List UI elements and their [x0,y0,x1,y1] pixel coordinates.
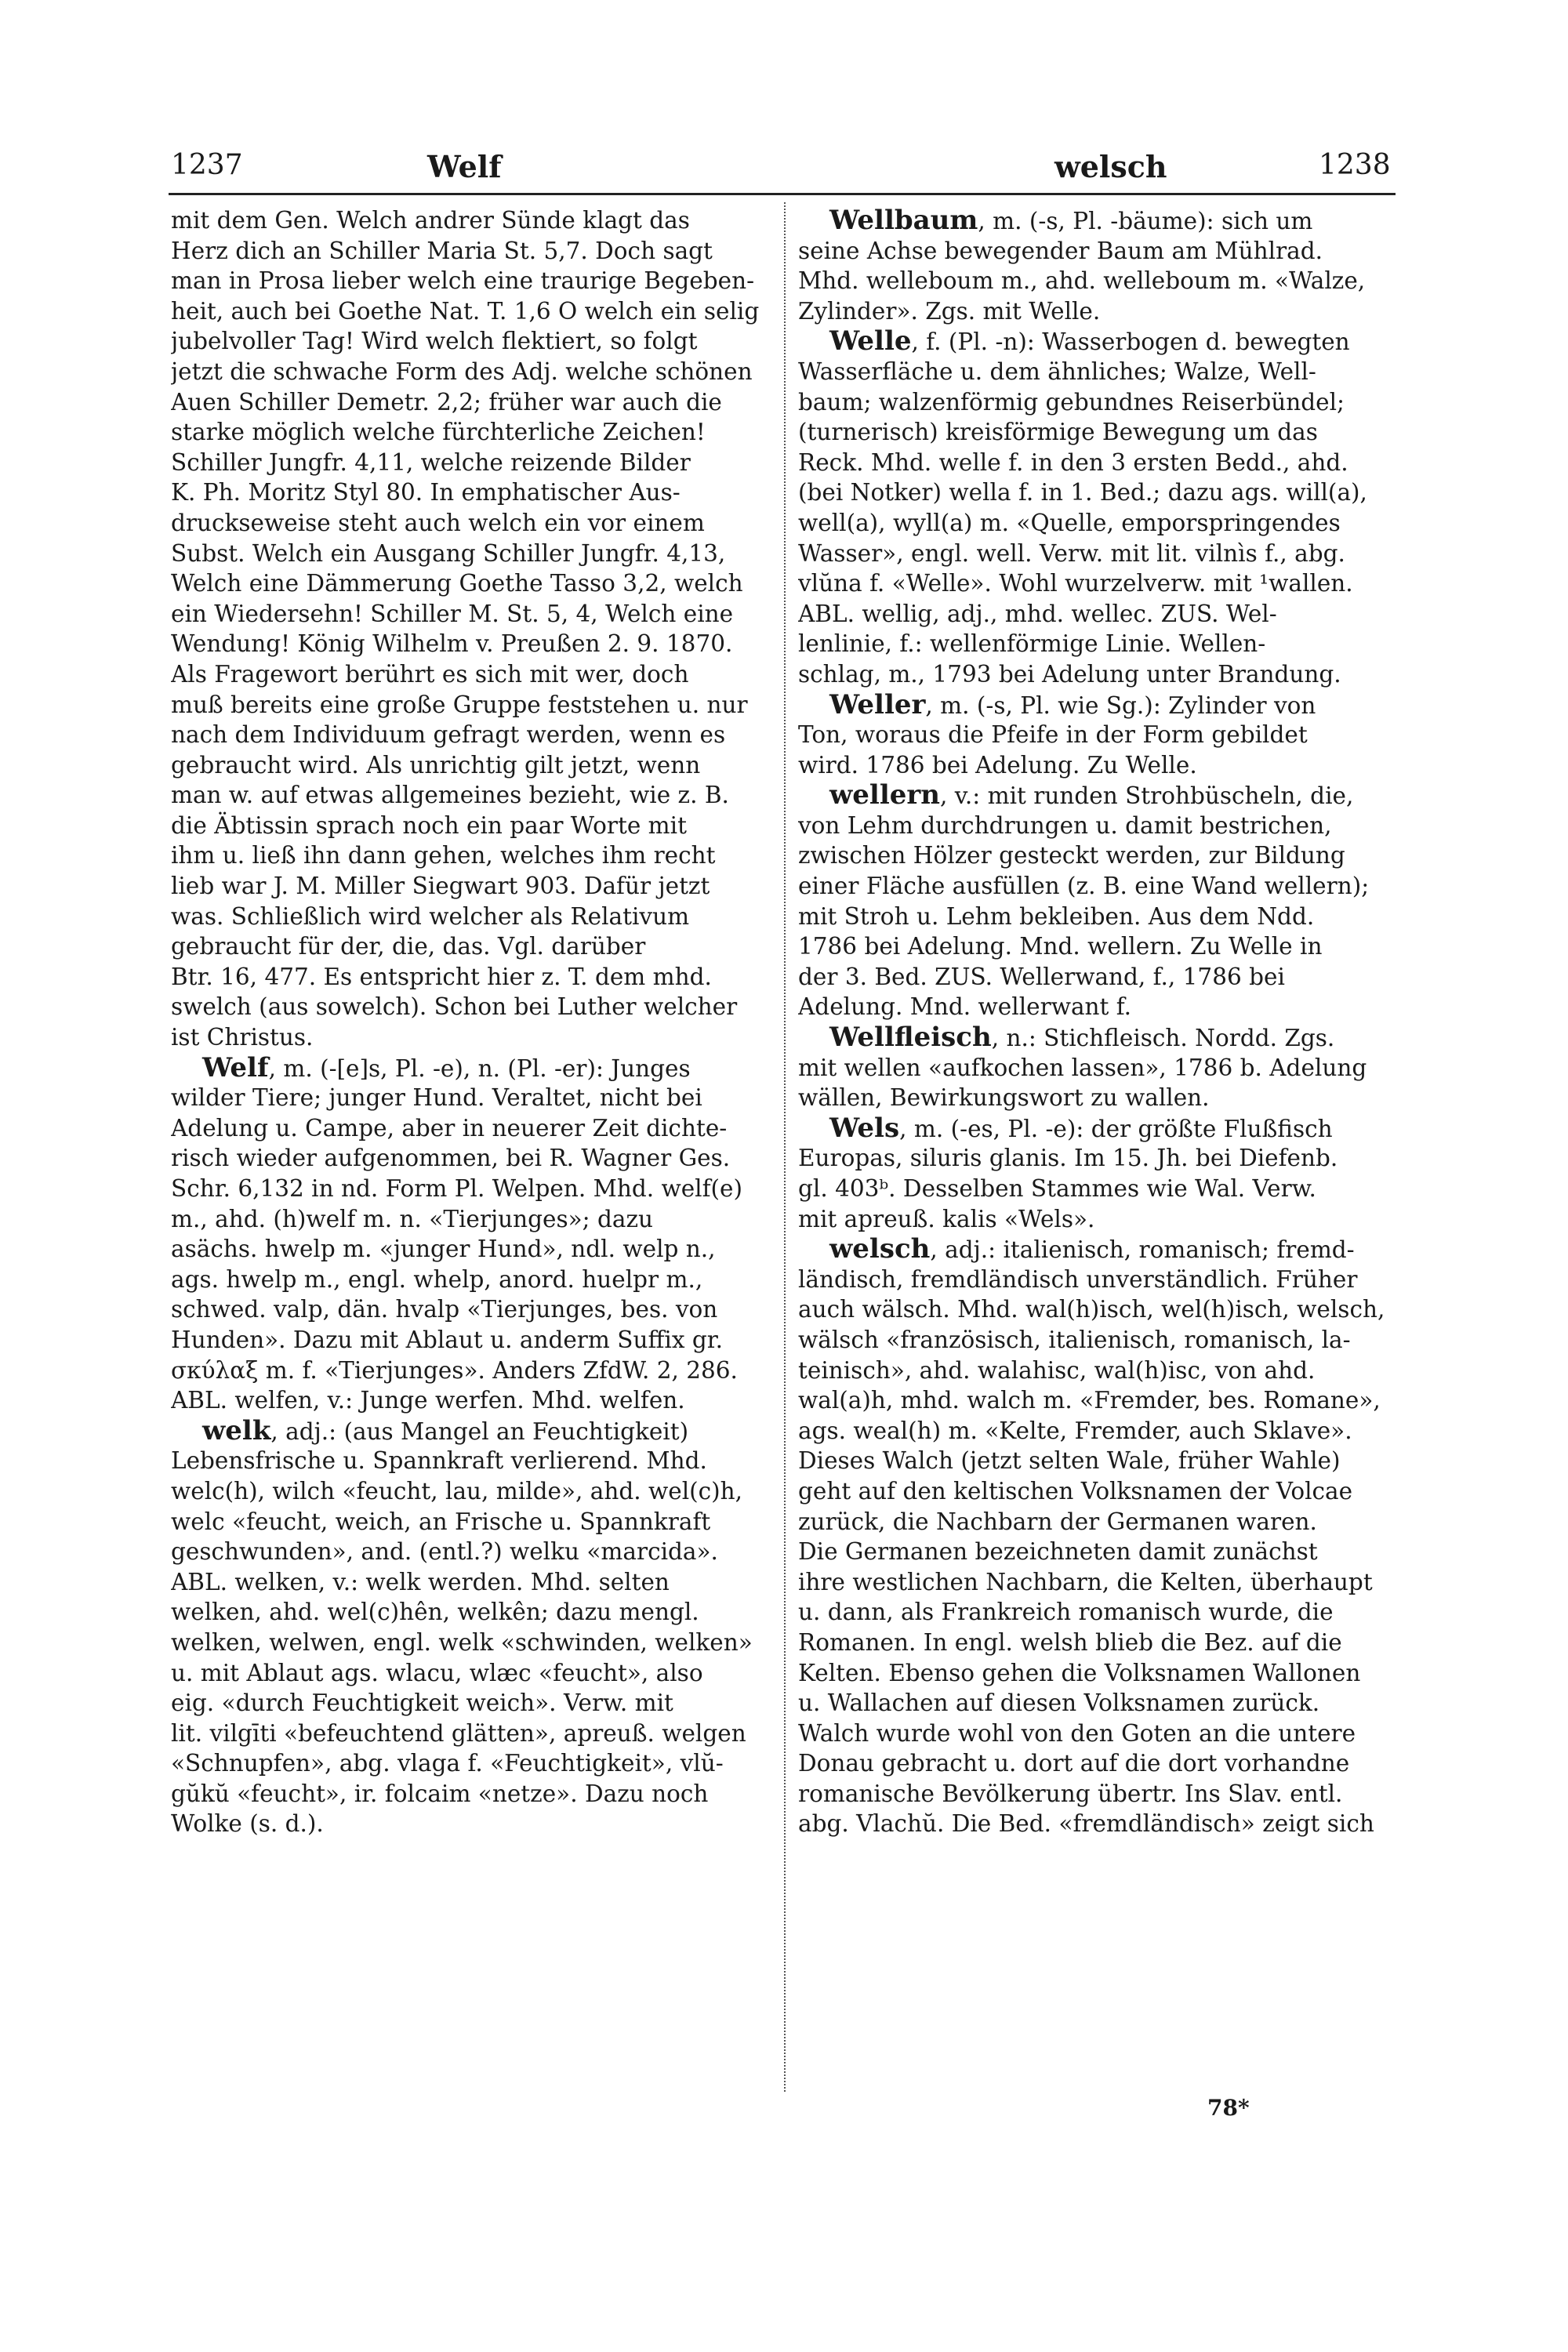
text-line: Europas, siluris glanis. Im 15. Jh. bei Diefenb. [798,1145,1338,1172]
headword: Wellfleisch [829,1022,992,1053]
left-column [171,205,767,1839]
text-line: welken, ahd. wel(c)hên, welkên; dazu mengl. [171,1599,699,1626]
text-line: wird. 1786 bei Adelung. Zu Welle. [798,751,1197,779]
headword: welsch [829,1234,931,1265]
text-line: well(a), wyll(a) m. «Quelle, emporspringendes [798,509,1341,536]
text-line: Subst. Welch ein Ausgang Schiller Jungfr. 4,13, [171,539,726,567]
text-line: zurück, die Nachbarn der Germanen waren. [798,1508,1317,1535]
text-line: ABL. welken, v.: welk werden. Mhd. selten [171,1568,670,1595]
text-line: der 3. Bed. ZUS. Wellerwand, f., 1786 bei [798,963,1285,990]
text-line: ihm u. ließ ihn dann gehen, welches ihm recht [171,842,716,869]
text-line: druckseweise steht auch welch ein vor einem [171,509,705,536]
text-line: schlag, m., 1793 bei Adelung unter Brandung. [798,660,1341,688]
text-line: jubelvoller Tag! Wird welch flektiert, so folgt [171,328,698,355]
column-divider [784,202,786,2092]
text-line: Wendung! König Wilhelm v. Preußen 2. 9. 1870. [171,630,733,658]
entry-text: , adj.: italienisch, romanisch; fremd- [930,1236,1355,1264]
text-line: lit. vilgīti «befeuchtend glätten», apreuß. welgen [171,1719,746,1747]
text-line: Kelten. Ebenso gehen die Volksnamen Wallonen [798,1659,1361,1686]
text-line: auch wälsch. Mhd. wal(h)isch, wel(h)isch, welsch, [798,1296,1385,1323]
entry-text: , v.: mit runden Strohbüscheln, die, [940,782,1354,810]
text-line: Als Fragewort berührt es sich mit wer, doch [171,660,689,688]
text-line: ags. hwelp m., engl. whelp, anord. huelpr m., [171,1265,703,1293]
text-line: einer Fläche ausfüllen (z. B. eine Wand wellern); [798,873,1370,900]
text-line: Btr. 16, 477. Es entspricht hier z. T. dem mhd. [171,963,712,990]
text-line: starke möglich welche fürchterliche Zeichen! [171,419,706,446]
text-line: teinisch», ahd. walahisc, wal(h)isc, von ahd. [798,1356,1316,1384]
text-line: Schr. 6,132 in nd. Form Pl. Welpen. Mhd. welf(e) [171,1175,743,1202]
text-line: Lebensfrische u. Spannkraft verlierend. Mhd. [171,1447,707,1475]
text-line: Auen Schiller Demetr. 2,2; früher war auch die [171,388,722,416]
text-line: Mhd. welleboum m., ahd. welleboum m. «Walze, [798,267,1366,295]
text-line: lenlinie, f.: wellenförmige Linie. Wellen- [798,630,1266,658]
text-line: ist Christus. [171,1024,314,1051]
headword: Welle [829,326,912,357]
headword: Wels [829,1112,900,1144]
entry-text: , m. (-s, Pl. -bäume): sich um [978,208,1313,234]
text-line: gebraucht für der, die, das. Vgl. darüber [171,933,646,960]
text-line: «Schnupfen», abg. vlaga f. «Feuchtigkeit», vlŭ- [171,1750,724,1777]
text-line: asächs. hwelp m. «junger Hund», ndl. welp n., [171,1236,716,1263]
text-line: Wolke (s. d.). [171,1810,324,1838]
text-line [798,690,1396,720]
text-line: vlŭna f. «Welle». Wohl wurzelverw. mit ¹wallen. [798,570,1353,597]
text-line: wilder Tiere; junger Hund. Veraltet, nicht bei [171,1084,702,1112]
text-line: geht auf den keltischen Volksnamen der Volcae [798,1477,1353,1504]
text-line: gebraucht wird. Als unrichtig gilt jetzt, wenn [171,751,701,779]
text-line: Ton, woraus die Pfeife in der Form gebildet [798,721,1308,749]
right-running-head: welsch [1054,149,1167,184]
text-line: von Lehm durchdrungen u. damit bestrichen, [798,811,1332,839]
text-line: man w. auf etwas allgemeines bezieht, wie z. B. [171,782,729,809]
text-line: Schiller Jungfr. 4,11, welche reizende Bilder [171,448,691,476]
text-line: wällen, Bewirkungswort zu wallen. [798,1084,1210,1112]
headword: wellern [829,780,940,811]
headword: Welf [202,1052,269,1083]
text-line: wälsch «französisch, italienisch, romanisch, la- [798,1326,1351,1353]
text-line: σκύλαξ m. f. «Tierjunges». Anders ZfdW. 2, 286. [171,1356,738,1384]
entry-text: , f. (Pl. -n): Wasserbogen d. bewegten [911,328,1350,356]
text-line [798,326,1396,357]
text-line: Reck. Mhd. welle f. in den 3 ersten Bedd., ahd. [798,448,1348,476]
header-rule [169,193,1396,195]
text-line [171,1416,767,1446]
entry-text: , m. (-[e]s, Pl. -e), n. (Pl. -er): Junges [268,1054,691,1082]
entry-text: , adj.: (aus Mangel an Feuchtigkeit) [270,1417,689,1445]
text-line: abg. Vlachŭ. Die Bed. «fremdländisch» zeigt sich [798,1810,1374,1838]
headword: welk [202,1415,271,1446]
text-line [798,1234,1396,1265]
signature-mark: 78* [1207,2095,1250,2121]
headword: Weller [829,689,926,720]
text-line: Zylinder». Zgs. mit Welle. [798,297,1101,325]
text-line: jetzt die schwache Form des Adj. welche schönen [171,358,753,385]
text-line: nach dem Individuum gefragt werden, wenn es [171,721,726,749]
text-line: welc(h), wilch «feucht, lau, milde», ahd. wel(c)h, [171,1477,743,1504]
text-line: mit wellen «aufkochen lassen», 1786 b. Adelung [798,1054,1367,1081]
right-column [798,205,1396,1839]
text-line: Romanen. In engl. welsh blieb die Bez. auf die [798,1628,1342,1656]
left-running-head: Welf [427,149,502,184]
headword: Wellbaum [829,205,978,236]
text-line [798,205,1396,236]
text-line: die Äbtissin sprach noch ein paar Worte mit [171,811,687,839]
text-line: Welch eine Dämmerung Goethe Tasso 3,2, welch [171,570,743,597]
text-line: (turnerisch) kreisförmige Bewegung um das [798,419,1318,446]
text-line: Wasser», engl. well. Verw. mit lit. vilnìs f., abg. [798,539,1345,567]
text-line: welken, welwen, engl. welk «schwinden, welken» [171,1628,753,1656]
text-line: zwischen Hölzer gesteckt werden, zur Bildung [798,842,1345,869]
text-line [171,1053,767,1083]
text-line: u. dann, als Frankreich romanisch wurde, die [798,1599,1334,1626]
text-line: gŭkŭ «feucht», ir. folcaim «netze». Dazu noch [171,1780,709,1807]
text-line: ABL. wellig, adj., mhd. wellec. ZUS. Wel- [798,600,1277,627]
text-line: geschwunden», and. (entl.?) welku «marcida». [171,1538,718,1566]
text-line: was. Schließlich wird welcher als Relativum [171,902,690,930]
text-line: seine Achse bewegender Baum am Mühlrad. [798,237,1323,264]
text-line: ihre westlichen Nachbarn, die Kelten, überhaupt [798,1568,1373,1595]
text-line: gl. 403ᵇ. Desselben Stammes wie Wal. Verw. [798,1175,1316,1202]
text-line: (bei Notker) wella f. in 1. Bed.; dazu ags. will(a), [798,479,1367,506]
text-line: u. mit Ablaut ags. wlacu, wlæc «feucht», also [171,1659,703,1686]
text-line: muß bereits eine große Gruppe feststehen u. nur [171,691,748,718]
text-line: Walch wurde wohl von den Goten an die untere [798,1719,1356,1747]
text-line: ein Wiedersehn! Schiller M. St. 5, 4, Welch eine [171,600,734,627]
text-line: ags. weal(h) m. «Kelte, Fremder, auch Sklave». [798,1417,1352,1444]
text-line: ABL. welfen, v.: Junge werfen. Mhd. welfen. [171,1387,685,1414]
text-line: u. Wallachen auf diesen Volksnamen zurück. [798,1690,1320,1717]
text-line: swelch (aus sowelch). Schon bei Luther welcher [171,993,738,1021]
text-line: m., ahd. (h)welf m. n. «Tierjunges»; dazu [171,1205,653,1232]
text-line: ländisch, fremdländisch unverständlich. Früher [798,1265,1358,1293]
text-line: 1786 bei Adelung. Mnd. wellern. Zu Welle in [798,933,1323,960]
entry-text: , m. (-es, Pl. -e): der größte Flußfisch [899,1115,1333,1142]
left-page-number: 1237 [171,149,243,181]
text-line: Die Germanen bezeichneten damit zunächst [798,1538,1318,1566]
text-line [798,1022,1396,1053]
text-line: mit dem Gen. Welch andrer Sünde klagt das [171,207,690,234]
text-line: risch wieder aufgenommen, bei R. Wagner Ges. [171,1145,731,1172]
right-page-number: 1238 [1319,149,1391,181]
text-line: K. Ph. Moritz Styl 80. In emphatischer Aus- [171,479,681,506]
text-line: wal(a)h, mhd. walch m. «Fremder, bes. Romane», [798,1387,1381,1414]
text-line [798,780,1396,811]
text-line: romanische Bevölkerung übertr. Ins Slav. entl. [798,1780,1343,1807]
text-line: lieb war J. M. Miller Siegwart 903. Dafür jetzt [171,873,710,900]
text-line: man in Prosa lieber welch eine traurige Begeben- [171,267,755,295]
entry-text: , n.: Stichfleisch. Nordd. Zgs. [991,1025,1335,1052]
entry-text: , m. (-s, Pl. wie Sg.): Zylinder von [925,691,1316,719]
text-line: Wasserfläche u. dem ähnliches; Walze, Well- [798,358,1316,385]
text-line: mit apreuß. kalis «Wels». [798,1205,1095,1232]
text-line: schwed. valp, dän. hvalp «Tierjunges, bes. von [171,1296,718,1323]
text-line: Adelung u. Campe, aber in neuerer Zeit dichte- [171,1114,728,1142]
text-line: Dieses Walch (jetzt selten Wale, früher Wahle) [798,1447,1341,1475]
text-line: Hunden». Dazu mit Ablaut u. anderm Suffix gr. [171,1326,723,1353]
text-line: Herz dich an Schiller Maria St. 5,7. Doch sagt [171,237,713,264]
text-line: welc «feucht, weich, an Frische u. Spannkraft [171,1508,711,1535]
text-line: eig. «durch Feuchtigkeit weich». Verw. mit [171,1690,673,1717]
text-line [798,1113,1396,1144]
text-line: heit, auch bei Goethe Nat. T. 1,6 O welch ein selig [171,297,760,325]
text-line: baum; walzenförmig gebundnes Reiserbündel; [798,388,1345,416]
text-line: Donau gebracht u. dort auf die dort vorhandne [798,1750,1350,1777]
text-line: Adelung. Mnd. wellerwant f. [798,993,1132,1021]
text-line: mit Stroh u. Lehm bekleiben. Aus dem Ndd. [798,902,1315,930]
